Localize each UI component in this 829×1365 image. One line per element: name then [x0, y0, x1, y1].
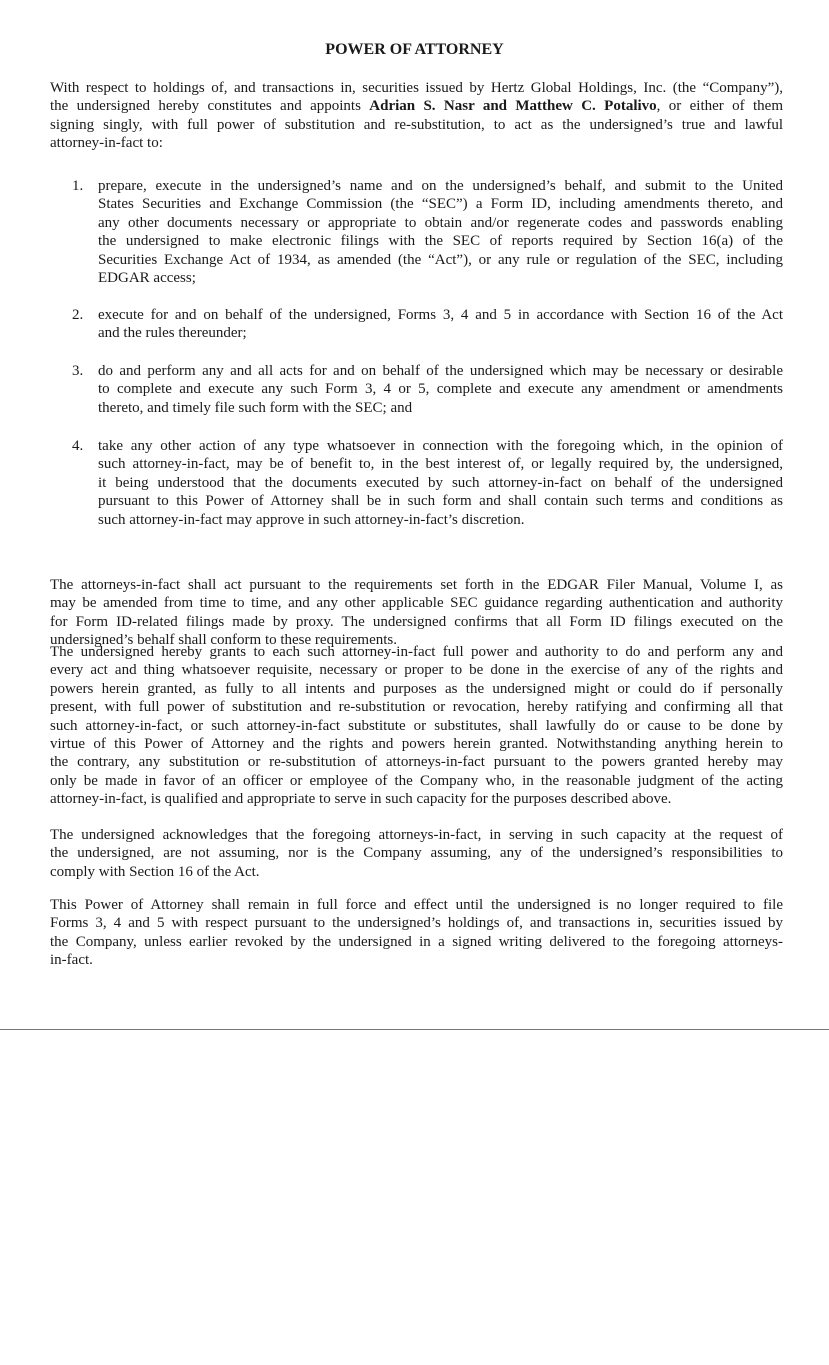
text-line: execute for and on behalf of the undersigned, Forms 3, 4 and 5 in accordance with Section 16 of the Act — [98, 307, 783, 323]
text-line: the undersigned to make electronic filings with the SEC of reports required by Section 16(a) of the — [98, 233, 783, 250]
text-line: virtue of this Power of Attorney and the rights and powers herein granted. Notwithstanding anything herein to — [50, 736, 783, 753]
list-number: 3. — [72, 363, 84, 379]
text-line: The undersigned acknowledges that the foregoing attorneys-in-fact, in serving in such capacity at the request of — [50, 827, 783, 843]
list-item — [72, 177, 783, 287]
horizontal-rule — [0, 1029, 829, 1030]
text-line: comply with Section 16 of the Act. — [50, 863, 260, 880]
text-line: present, with full power of substitution and re-substitution or revocation, hereby ratifying and confirming all that — [50, 699, 783, 716]
text-line: the undersigned hereby constitutes and appoints Adrian S. Nasr and Matthew C. Potalivo, or either of them — [50, 98, 783, 115]
text-line: attorney-in-fact, is qualified and appropriate to serve in such capacity for the purposes described above. — [50, 791, 672, 808]
text-line: Securities Exchange Act of 1934, as amended (the “Act”), or any rule or regulation of the SEC, including — [98, 251, 783, 268]
text-line: the contrary, any substitution or re-substitution of attorneys-in-fact pursuant to the powers granted hereby may — [50, 754, 783, 771]
text-line: the undersigned, are not assuming, nor is the Company assuming, any of the undersigned’s responsibilities to — [50, 845, 783, 862]
list-number: 4. — [72, 438, 84, 454]
paragraph — [50, 79, 783, 153]
list-item — [72, 362, 783, 417]
text-line: EDGAR access; — [98, 270, 196, 287]
paragraph — [50, 826, 783, 881]
paragraph — [50, 576, 783, 650]
text-line: prepare, execute in the undersigned’s name and on the undersigned’s behalf, and submit to the United — [98, 178, 783, 194]
text-line: such attorney-in-fact may approve in such attorney-in-fact’s discretion. — [98, 511, 525, 528]
text-line: and the rules thereunder; — [98, 325, 247, 342]
text-line: only be made in favor of an officer or employee of the Company who, in the reasonable judgment of the acting — [50, 772, 783, 789]
text-line: States Securities and Exchange Commission (the “SEC”) a Form ID, including amendments thereto, and — [98, 196, 783, 213]
text-line: powers herein granted, as fully to all intents and purposes as the undersigned might or could do if personally — [50, 680, 783, 697]
list-item-text — [98, 437, 783, 529]
list-item-text — [98, 177, 783, 287]
list-item — [72, 306, 783, 343]
text-line: Forms 3, 4 and 5 with respect pursuant to the undersigned’s holdings of, and transactions in, securities issued by — [50, 915, 783, 932]
list-number: 1. — [72, 178, 84, 194]
text-line: such attorney-in-fact, or such attorney-in-fact substitute or substitutes, shall lawfully do or cause to be done by — [50, 717, 783, 734]
text-line: This Power of Attorney shall remain in full force and effect until the undersigned is no longer required to file — [50, 897, 783, 913]
text-line: may be amended from time to time, and any other applicable SEC guidance regarding authentication and authority — [50, 595, 783, 612]
text-line: undersigned’s behalf shall conform to these requirements. — [50, 632, 397, 649]
text-line: every act and thing whatsoever requisite, necessary or proper to be done in the exercise of any of the rights and — [50, 662, 783, 679]
list-number: 2. — [72, 307, 84, 323]
text-line: the Company, unless earlier revoked by the undersigned in a signed writing delivered to the foregoing attorneys- — [50, 933, 783, 950]
text-line: for Form ID-related filings made by proxy. The undersigned confirms that all Form ID filings executed on the — [50, 613, 783, 630]
text-line: The attorneys-in-fact shall act pursuant to the requirements set forth in the EDGAR Filer Manual, Volume I, as — [50, 577, 783, 593]
list-item-text — [98, 362, 783, 417]
paragraph — [50, 643, 783, 809]
text-line: such attorney-in-fact, may be of benefit to, in the best interest of, or legally required by, the undersigned, — [98, 456, 783, 473]
text-line: take any other action of any type whatsoever in connection with the foregoing which, in the opinion of — [98, 438, 783, 454]
text-line: pursuant to this Power of Attorney shall be in such form and shall contain such terms and conditions as — [98, 493, 783, 510]
text-line: attorney-in-fact to: — [50, 135, 163, 152]
text-line: any other documents necessary or appropriate to obtain and/or regenerate codes and passwords enabling — [98, 214, 783, 231]
paragraph — [50, 896, 783, 970]
text-line: do and perform any and all acts for and on behalf of the undersigned which may be necessary or desirable — [98, 363, 783, 379]
list-item-text — [98, 306, 783, 343]
appointee-names: Adrian S. Nasr and Matthew C. Potalivo — [369, 98, 657, 115]
text-line: to complete and execute any such Form 3, 4 or 5, complete and execute any amendment or amendments — [98, 381, 783, 398]
text-line: thereto, and timely file such form with the SEC; and — [98, 399, 413, 416]
list-item — [72, 437, 783, 529]
text-line: signing singly, with full power of substitution and re-substitution, to act as the undersigned’s true and lawful — [50, 116, 783, 133]
document-title: POWER OF ATTORNEY — [325, 41, 504, 58]
text-line: The undersigned hereby grants to each such attorney-in-fact full power and authority to do and perform any and — [50, 644, 783, 660]
text-line: With respect to holdings of, and transactions in, securities issued by Hertz Global Holdings, Inc. (the “Company”), — [50, 80, 783, 96]
text-line: it being understood that the documents executed by such attorney-in-fact on behalf of the undersigned — [98, 474, 783, 491]
text-line: in-fact. — [50, 952, 93, 969]
